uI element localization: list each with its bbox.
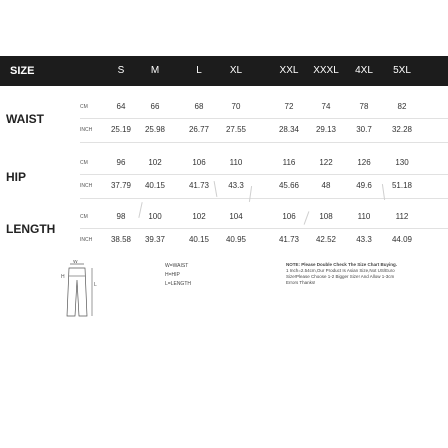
hip-inch-xxl: 45.66: [278, 181, 300, 190]
waist-group-divider: [80, 142, 448, 143]
hip-inch-m: 40.15: [144, 181, 166, 190]
waist-inch-m: 25.98: [144, 125, 166, 134]
length-cm-xxxl: 108: [319, 212, 333, 221]
hip-cm-xxl: 116: [282, 158, 296, 167]
hip-group: [0, 152, 448, 208]
hip-label: HIP: [6, 170, 27, 184]
length-inch-xxxl: 42.52: [315, 235, 337, 244]
hip-inch-4xl: 49.6: [356, 181, 372, 190]
length-cm-l: 102: [192, 212, 206, 221]
length-cm-xl: 104: [229, 212, 243, 221]
waist-inch-xxl: 28.34: [278, 125, 300, 134]
pants-outline-icon: [67, 268, 87, 316]
hip-cm-4xl: 126: [357, 158, 371, 167]
waist-label: WAIST: [6, 112, 44, 126]
hip-group-divider: [80, 198, 448, 199]
size-xl: XL: [229, 65, 243, 76]
waist-inch-xxxl: 29.13: [315, 125, 337, 134]
diagram-h-letter: H: [61, 274, 65, 280]
length-cm-m: 100: [148, 212, 162, 221]
hip-inch-5xl: 51.18: [391, 181, 413, 190]
legend-length: L=LENGTH: [165, 281, 191, 287]
length-inch-xl: 40.95: [225, 235, 247, 244]
length-cm-4xl: 110: [357, 212, 371, 221]
size-s: S: [117, 65, 125, 76]
pants-measurement-diagram: [60, 260, 120, 318]
length-inch-unit: INCH: [80, 237, 93, 243]
note-line-1: NOTE: Please Double Check The Size Chart Buying.: [286, 262, 398, 267]
waist-inch-l: 26.77: [188, 125, 210, 134]
length-cm-unit: CM: [80, 214, 88, 220]
hip-cm-l: 106: [192, 158, 206, 167]
length-cm-s: 98: [116, 212, 126, 221]
hip-cm-unit: CM: [80, 160, 88, 166]
waist-cm-l: 68: [194, 102, 204, 111]
waist-inch-5xl: 32.28: [391, 125, 413, 134]
note-line-4: Errors Thanks!: [286, 280, 316, 285]
hip-cm-xl: 110: [229, 158, 243, 167]
length-inch-4xl: 43.3: [356, 235, 372, 244]
hip-inch-unit: INCH: [80, 183, 93, 189]
length-inch-l: 40.15: [188, 235, 210, 244]
waist-cm-5xl: 82: [397, 102, 407, 111]
size-header-label: SIZE: [10, 65, 35, 77]
hip-cm-m: 102: [148, 158, 162, 167]
length-cm-5xl: 112: [395, 212, 409, 221]
legend-hip: H=HIP: [165, 272, 180, 278]
hip-cm-xxxl: 122: [319, 158, 333, 167]
size-header-bar: [0, 56, 448, 86]
length-group: [0, 206, 448, 262]
size-l: L: [196, 65, 202, 76]
waist-cm-xl: 70: [231, 102, 241, 111]
hip-cm-s: 96: [116, 158, 126, 167]
note-line-3: Size!Please Choose 1-2 Bigger Size! And Allow 1-3cm: [286, 274, 395, 279]
length-inch-5xl: 44.09: [391, 235, 413, 244]
waist-inch-xl: 27.55: [225, 125, 247, 134]
length-inch-s: 38.58: [110, 235, 132, 244]
waist-cm-unit: CM: [80, 104, 88, 110]
hip-inch-xl: 43.3: [228, 181, 244, 190]
hip-cm-5xl: 130: [395, 158, 409, 167]
size-guide-footer: [0, 262, 448, 322]
length-cm-xxl: 106: [282, 212, 296, 221]
waist-group: [0, 96, 448, 152]
waist-cm-xxl: 72: [284, 102, 294, 111]
waist-inch-unit: INCH: [80, 127, 93, 133]
length-label: LENGTH: [6, 222, 56, 236]
size-note: [286, 262, 444, 286]
size-xxl: XXL: [279, 65, 299, 76]
length-inch-xxl: 41.73: [278, 235, 300, 244]
waist-row-divider: [80, 118, 448, 119]
length-row-divider: [80, 228, 448, 229]
size-m: M: [150, 65, 160, 76]
waist-cm-s: 64: [116, 102, 126, 111]
legend-waist: W=WAIST: [165, 263, 189, 269]
length-inch-m: 39.37: [144, 235, 166, 244]
waist-inch-4xl: 30.7: [356, 125, 372, 134]
waist-cm-m: 66: [150, 102, 160, 111]
hip-inch-l: 41.73: [188, 181, 210, 190]
waist-cm-4xl: 78: [359, 102, 369, 111]
size-4xl: 4XL: [355, 65, 373, 76]
hip-row-divider: [80, 174, 448, 175]
size-5xl: 5XL: [393, 65, 411, 76]
diagram-l-letter: L: [94, 282, 97, 288]
hip-inch-xxxl: 48: [321, 181, 331, 190]
size-xxxl: XXXL: [313, 65, 339, 76]
note-line-2: 1 Inch=2.54cm,Our Product Is Asian Size,Not US/Euro: [286, 268, 395, 273]
waist-inch-s: 25.19: [110, 125, 132, 134]
diagram-w-letter: W: [73, 260, 78, 265]
waist-cm-xxxl: 74: [321, 102, 331, 111]
measurement-legend: [165, 262, 191, 289]
hip-inch-s: 37.79: [110, 181, 132, 190]
